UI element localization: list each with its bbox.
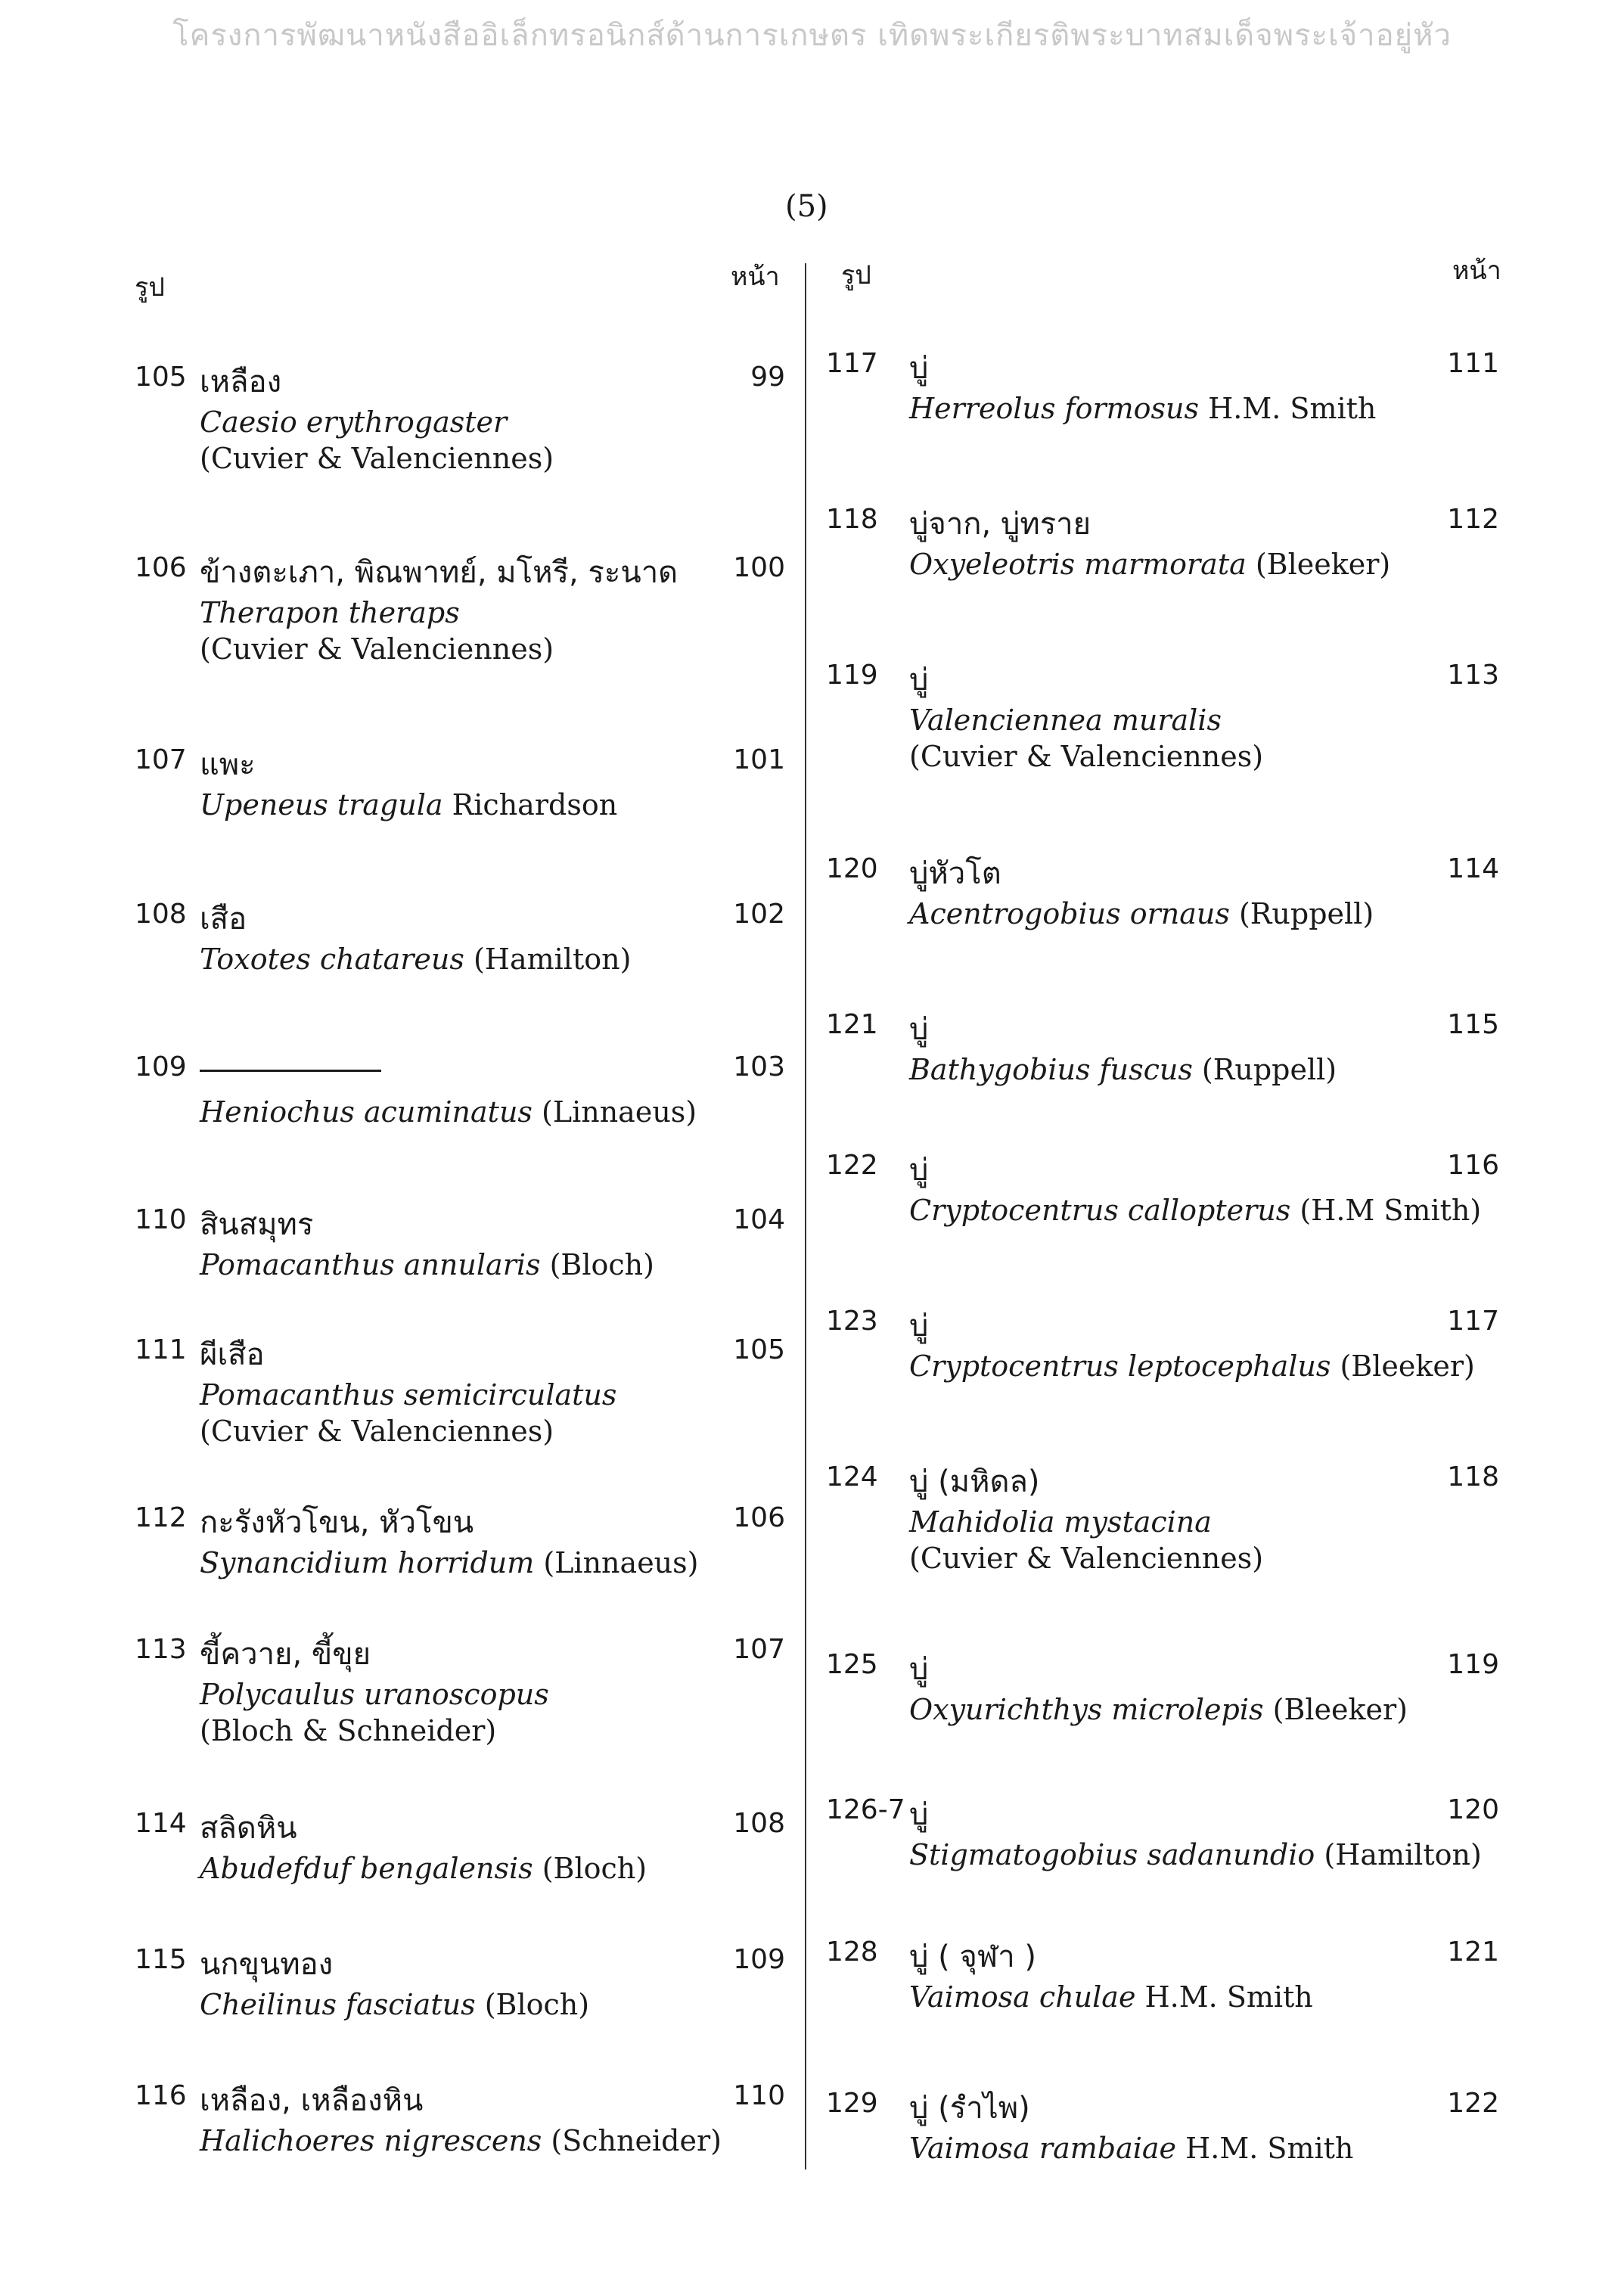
species-name: Cryptocentrus callopterus xyxy=(909,1194,1291,1227)
blank-name-line xyxy=(200,1070,381,1072)
figure-entry xyxy=(135,1502,785,1608)
page-ref: 119 xyxy=(1447,1649,1499,1680)
thai-name: ผีเสือ xyxy=(200,1337,265,1372)
species-name: Caesio erythrogaster xyxy=(200,405,508,439)
species-author: H.M. Smith xyxy=(1185,2132,1354,2165)
figure-header-left: รูป xyxy=(135,272,165,303)
species-name: Cryptocentrus leptocephalus xyxy=(909,1349,1331,1383)
scientific-name xyxy=(909,2132,1353,2165)
figure-number: 121 xyxy=(826,1009,878,1040)
figure-entry xyxy=(135,1204,785,1310)
thai-name: เหลือง, เหลืองหิน xyxy=(200,2083,424,2118)
figure-entry xyxy=(135,1634,785,1747)
page-ref: 103 xyxy=(733,1051,785,1082)
page-number: (5) xyxy=(785,189,828,224)
scientific-name xyxy=(200,788,617,821)
page-ref: 121 xyxy=(1447,1936,1499,1968)
figure-number: 108 xyxy=(135,899,187,930)
page-ref: 110 xyxy=(733,2080,785,2111)
page-ref: 109 xyxy=(733,1944,785,1975)
figure-entry xyxy=(135,362,785,475)
species-name: Heniochus acuminatus xyxy=(200,1095,533,1129)
thai-name: บู่ xyxy=(909,1797,929,1832)
thai-name: บู่ xyxy=(909,1309,929,1343)
page-ref: 115 xyxy=(1447,1009,1499,1040)
figure-entry xyxy=(826,1936,1499,2042)
figure-number: 106 xyxy=(135,552,187,583)
species-name: Mahidolia mystacina xyxy=(909,1505,1212,1539)
thai-name: เหลือง xyxy=(200,365,282,399)
thai-name: กะรังหัวโขน, หัวโขน xyxy=(200,1505,474,1540)
thai-name: ขี้ควาย, ขี้ขุย xyxy=(200,1637,371,1672)
column-divider xyxy=(805,263,806,2169)
thai-name: ข้างตะเภา, พิณพาทย์, มโหรี, ระนาด xyxy=(200,555,678,590)
figure-entry xyxy=(826,2088,1499,2194)
species-author: (Linnaeus) xyxy=(543,1546,699,1579)
scientific-name xyxy=(909,548,1390,581)
scientific-name xyxy=(200,1248,654,1281)
thai-name: บู่ xyxy=(909,1652,929,1687)
figure-entry xyxy=(135,2080,785,2186)
scientific-name xyxy=(200,1852,647,1885)
scientific-name xyxy=(200,2124,722,2157)
thai-name: บู่ ( จุฬา ) xyxy=(909,1940,1036,1974)
thai-name: สินสมุทร xyxy=(200,1207,314,1242)
figure-number: 117 xyxy=(826,348,878,379)
figure-entry xyxy=(826,1306,1499,1412)
figure-entry xyxy=(826,853,1499,959)
thai-name: บู่จาก, บู่ทราย xyxy=(909,507,1091,542)
figure-entry xyxy=(826,504,1499,610)
page-ref: 107 xyxy=(733,1634,785,1665)
species-author: (Ruppell) xyxy=(1201,1053,1337,1086)
page-ref: 114 xyxy=(1447,853,1499,884)
page-ref: 105 xyxy=(733,1334,785,1365)
figure-entry xyxy=(135,1808,785,1914)
scientific-name xyxy=(909,703,1222,737)
figure-number: 105 xyxy=(135,362,187,393)
species-author-line: (Cuvier & Valenciennes) xyxy=(200,442,554,475)
figure-entry xyxy=(826,1150,1499,1256)
figure-number: 123 xyxy=(826,1306,878,1337)
figure-number: 115 xyxy=(135,1944,187,1975)
figure-entry xyxy=(135,744,785,850)
thai-name: เสือ xyxy=(200,902,247,936)
thai-name: บู่ (มหิดล) xyxy=(909,1464,1040,1499)
species-author: (Bleeker) xyxy=(1272,1693,1408,1726)
figure-entry xyxy=(826,1649,1499,1755)
species-name: Therapon theraps xyxy=(200,596,460,629)
scientific-name xyxy=(200,1095,697,1129)
page-ref: 120 xyxy=(1447,1794,1499,1825)
page-ref: 99 xyxy=(750,362,785,393)
species-author: (Bleeker) xyxy=(1255,548,1391,581)
species-name: Synancidium horridum xyxy=(200,1546,535,1579)
scientific-name xyxy=(909,1693,1408,1726)
thai-name: นกขุนทอง xyxy=(200,1947,334,1982)
species-name: Vaimosa chulae xyxy=(909,1980,1136,2014)
thai-name: บู่หัวโต xyxy=(909,856,1001,891)
species-name: Oxyurichthys microlepis xyxy=(909,1693,1264,1726)
species-author: H.M. Smith xyxy=(1208,392,1377,425)
thai-name: แพะ xyxy=(200,747,256,782)
figure-number: 119 xyxy=(826,660,878,691)
figure-header-right: รูป xyxy=(841,260,871,290)
species-author: Richardson xyxy=(452,788,618,821)
thai-name: บู่ xyxy=(909,351,929,386)
page-ref: 112 xyxy=(1447,504,1499,535)
figure-number: 110 xyxy=(135,1204,187,1235)
scientific-name xyxy=(909,1194,1481,1227)
species-author-line: (Cuvier & Valenciennes) xyxy=(200,1415,554,1448)
scientific-name xyxy=(909,1980,1313,2014)
scientific-name xyxy=(909,1053,1337,1086)
figure-number: 122 xyxy=(826,1150,878,1181)
scientific-name xyxy=(909,1349,1475,1383)
species-author-line: (Cuvier & Valenciennes) xyxy=(909,1542,1264,1575)
figure-number: 112 xyxy=(135,1502,187,1533)
scientific-name xyxy=(909,392,1376,425)
scientific-name xyxy=(200,1988,589,2021)
page-ref: 111 xyxy=(1447,348,1499,379)
page-ref: 106 xyxy=(733,1502,785,1533)
figure-entry xyxy=(826,1461,1499,1575)
figure-number: 111 xyxy=(135,1334,187,1365)
page-ref: 116 xyxy=(1447,1150,1499,1181)
species-name: Vaimosa rambaiae xyxy=(909,2132,1177,2165)
species-author-line: (Cuvier & Valenciennes) xyxy=(200,632,554,666)
figure-number: 113 xyxy=(135,1634,187,1665)
figure-entry xyxy=(135,1334,785,1448)
species-name: Bathygobius fuscus xyxy=(909,1053,1193,1086)
scientific-name xyxy=(200,943,631,976)
species-author-line: (Bloch & Schneider) xyxy=(200,1714,497,1747)
scientific-name xyxy=(200,596,460,629)
page-header-left: หน้า xyxy=(731,262,780,292)
figure-entry xyxy=(826,1794,1499,1900)
species-name: Valenciennea muralis xyxy=(909,703,1222,737)
thai-name: บู่ xyxy=(909,663,929,697)
species-name: Abudefduf bengalensis xyxy=(200,1852,533,1885)
species-author: (Bleeker) xyxy=(1340,1349,1475,1383)
page-ref: 104 xyxy=(733,1204,785,1235)
thai-name: บู่ xyxy=(909,1012,929,1047)
species-author: (Hamilton) xyxy=(473,943,632,976)
species-name: Toxotes chatareus xyxy=(200,943,464,976)
page-header-right: หน้า xyxy=(1452,256,1501,286)
figure-entry xyxy=(826,348,1499,454)
species-author: (Schneider) xyxy=(551,2124,722,2157)
scientific-name xyxy=(909,1505,1212,1539)
species-name: Polycaulus uranoscopus xyxy=(200,1678,549,1711)
figure-entry xyxy=(135,552,785,666)
figure-entry xyxy=(826,660,1499,773)
figure-number: 114 xyxy=(135,1808,187,1839)
species-author: (Bloch) xyxy=(549,1248,654,1281)
species-author: (Bloch) xyxy=(484,1988,590,2021)
scientific-name xyxy=(909,897,1374,930)
figure-number: 125 xyxy=(826,1649,878,1680)
page-ref: 108 xyxy=(733,1808,785,1839)
figure-number: 109 xyxy=(135,1051,187,1082)
watermark-header: โครงการพัฒนาหนังสืออิเล็กทรอนิกส์ด้านการเกษตร เทิดพระเกียรติพระบาทสมเด็จพระเจ้าอยู่หัว xyxy=(172,18,1452,53)
page-ref: 117 xyxy=(1447,1306,1499,1337)
figure-entry xyxy=(135,1944,785,2050)
thai-name: บู่ (รำไพ) xyxy=(909,2091,1030,2126)
species-name: Halichoeres nigrescens xyxy=(200,2124,542,2157)
species-name: Herreolus formosus xyxy=(909,392,1200,425)
species-name: Stigmatogobius sadanundio xyxy=(909,1838,1315,1871)
species-name: Upeneus tragula xyxy=(200,788,443,821)
figure-number: 124 xyxy=(826,1461,878,1492)
species-name: Pomacanthus annularis xyxy=(200,1248,541,1281)
figure-number: 107 xyxy=(135,744,187,775)
scientific-name xyxy=(200,1678,549,1711)
species-name: Oxyeleotris marmorata xyxy=(909,548,1247,581)
page-ref: 113 xyxy=(1447,660,1499,691)
page-ref: 118 xyxy=(1447,1461,1499,1492)
species-name: Cheilinus fasciatus xyxy=(200,1988,476,2021)
page-ref: 100 xyxy=(733,552,785,583)
scientific-name xyxy=(909,1838,1482,1871)
species-name: Pomacanthus semicirculatus xyxy=(200,1378,617,1412)
species-author: (Hamilton) xyxy=(1324,1838,1482,1871)
species-author: (Ruppell) xyxy=(1238,897,1374,930)
species-author: (Bloch) xyxy=(542,1852,647,1885)
thai-name: บู่ xyxy=(909,1153,929,1188)
figure-number: 126-7 xyxy=(826,1794,905,1825)
figure-number: 129 xyxy=(826,2088,878,2119)
figure-entry xyxy=(135,1051,785,1157)
scientific-name xyxy=(200,405,507,439)
figure-entry xyxy=(135,899,785,1005)
page-ref: 101 xyxy=(733,744,785,775)
species-author: H.M. Smith xyxy=(1144,1980,1313,2014)
scientific-name xyxy=(200,1546,698,1579)
figure-number: 116 xyxy=(135,2080,187,2111)
figure-number: 118 xyxy=(826,504,878,535)
thai-name: สลิดหิน xyxy=(200,1811,297,1846)
figure-number: 128 xyxy=(826,1936,878,1968)
species-author-line: (Cuvier & Valenciennes) xyxy=(909,740,1264,773)
page-ref: 122 xyxy=(1447,2088,1499,2119)
figure-entry xyxy=(826,1009,1499,1115)
species-name: Acentrogobius ornaus xyxy=(909,897,1230,930)
species-author: (Linnaeus) xyxy=(542,1095,697,1129)
page-ref: 102 xyxy=(733,899,785,930)
figure-number: 120 xyxy=(826,853,878,884)
scientific-name xyxy=(200,1378,616,1412)
species-author: (H.M Smith) xyxy=(1300,1194,1482,1227)
